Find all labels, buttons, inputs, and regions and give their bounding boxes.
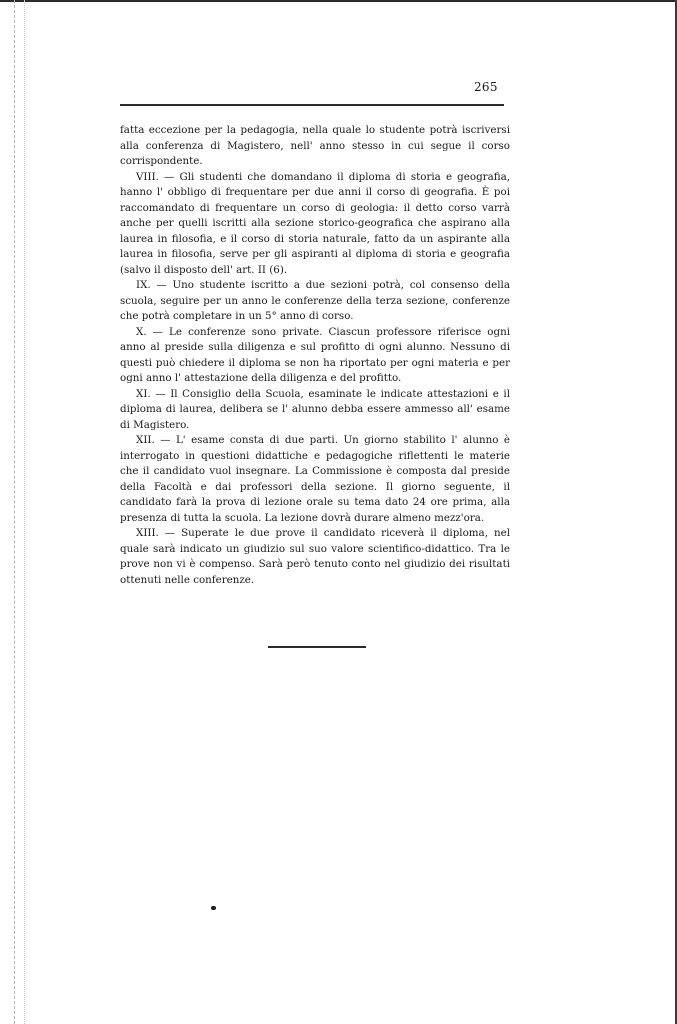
header-rule — [120, 104, 504, 106]
ink-speck — [211, 906, 216, 910]
end-rule — [268, 646, 366, 648]
paragraph-continuation: fatta eccezione per la pedagogia, nella quale lo studente potrà iscriversi alla conferenza di Magistero, nell' anno stesso in cui segue il corso corrispondente. — [120, 124, 510, 167]
page-binding-edge — [14, 0, 15, 1024]
paragraph-article-ix: IX. — Uno studente iscritto a due sezioni potrà, col consenso della scuola, seguire per un anno le conferenze della terza sezione, conferenze che potrà completare in un 5° anno di corso. — [120, 279, 510, 322]
paragraph-article-xi: XI. — Il Consiglio della Scuola, esaminate le indicate attestazioni e il diploma di laurea, delibera se l' alunno debba essere ammesso all' esame di Magistero. — [120, 387, 510, 431]
page-top-edge — [0, 0, 677, 2]
paragraph-article-x: X. — Le conferenze sono private. Ciascun professore riferisce ogni anno al preside sulla diligenza e sul profitto di ogni alunno. Nessuno di questi può chiedere il diploma se non ha riportato per ogni materia e per ogni anno l' attestazione della diligenza e del profitto. — [120, 325, 510, 384]
page-binding-shadow — [24, 0, 25, 1024]
body-text — [120, 123, 510, 588]
page-number: 265 — [474, 80, 498, 94]
paragraph-article-viii: VIII. — Gli studenti che domandano il diploma di storia e geografia, hanno l' obbligo di frequentare per due anni il corso di geografia. È poi raccomandato di frequentare un corso di geologia: il detto corso varrà anche per quelli iscritti alla sezione storico-geografica che aspirano alla laurea in filosofia, e il corso di storia naturale, fatto da un aspirante alla laurea in filosofia, serve per gli aspiranti al diploma di storia e geografia (salvo il disposto dell' art. II (6). — [120, 170, 510, 276]
paragraph-article-xii: XII. — L' esame consta di due parti. Un giorno stabilito l' alunno è interrogato in questioni didattiche e pedagogiche riflettenti le materie che il candidato vuol insegnare. La Commissione è composta dal preside della Facoltà e dai professori della sezione. Il giorno seguente, il candidato farà la prova di lezione orale su tema dato 24 ore prima, alla presenza di tutta la scuola. La lezione dovrà durare almeno mezz'ora. — [120, 434, 510, 524]
paragraph-article-xiii: XIII. — Superate le due prove il candidato riceverà il diploma, nel quale sarà indicato un giudizio sul suo valore scientifico-didattico. Tra le prove non vi è compenso. Sarà però tenuto conto nel giudizio dei risultati ottenuti nelle conferenze. — [120, 527, 510, 586]
